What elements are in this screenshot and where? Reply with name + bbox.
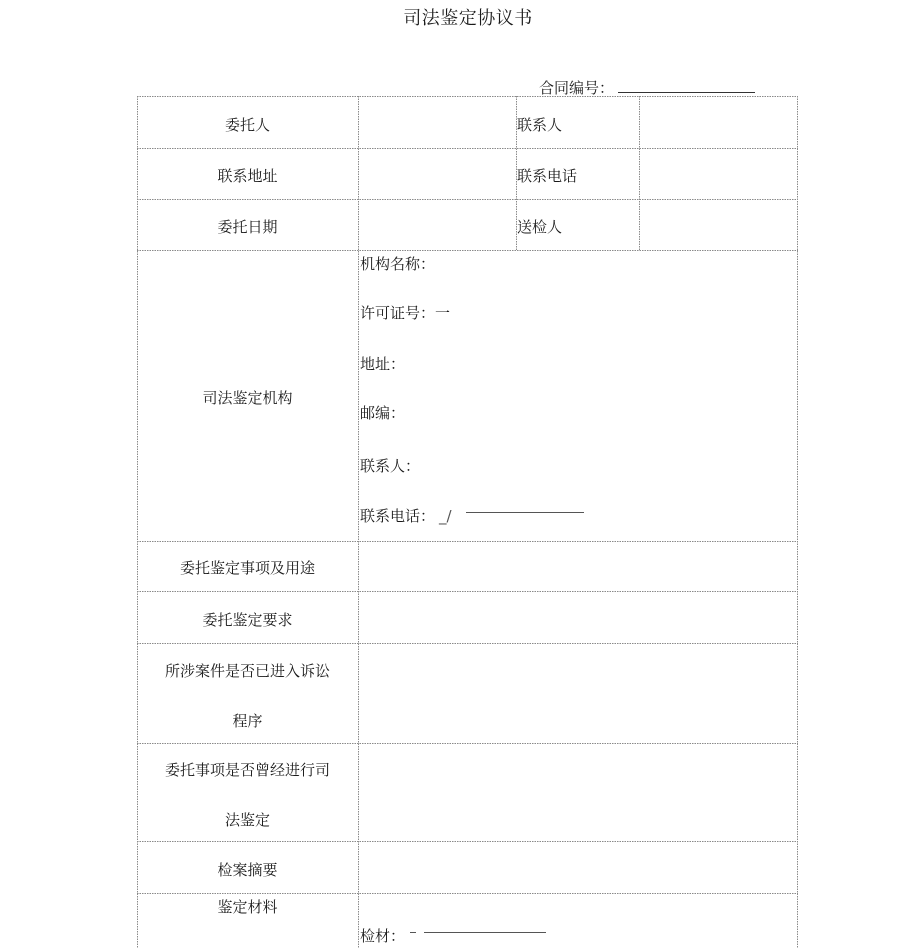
prior-appraisal-label-line1: 委托事项是否曾经进行司 (164, 761, 330, 779)
institution-phone-line (360, 505, 452, 526)
contact-person-label: 联系人 (517, 116, 563, 134)
materials-label: 鉴定材料 (217, 898, 278, 916)
contract-number-field[interactable] (539, 77, 755, 98)
matters-and-purpose-label: 委托鉴定事项及用途 (179, 559, 315, 577)
submitter-label: 送检人 (517, 218, 563, 236)
institution-phone-blank[interactable] (466, 512, 584, 513)
sample-material-blank[interactable] (424, 932, 546, 933)
institution-address-label: 地址： (360, 355, 406, 373)
institution-name-label: 机构名称： (360, 255, 436, 273)
license-number-label: 许可证号：一 (360, 304, 451, 322)
contract-number-label: 合同编号： (539, 79, 615, 97)
institution-contact-label: 联系人： (360, 457, 421, 475)
commission-date-label: 委托日期 (217, 218, 278, 236)
contact-phone-label: 联系电话 (517, 167, 578, 185)
sample-material-label: 检材： (360, 927, 406, 945)
contract-number-blank[interactable] (618, 78, 755, 93)
case-summary-label: 检案摘要 (217, 861, 278, 879)
prior-appraisal-label-line2: 法鉴定 (224, 811, 270, 829)
contact-address-label: 联系地址 (217, 167, 278, 185)
document-title: 司法鉴定协议书 (403, 8, 533, 29)
appraisal-institution-label: 司法鉴定机构 (202, 389, 293, 407)
sample-dash-short (410, 932, 416, 933)
requirements-label: 委托鉴定要求 (202, 611, 293, 629)
litigation-label-line1: 所涉案件是否已进入诉讼 (164, 662, 330, 680)
client-label: 委托人 (224, 116, 270, 134)
institution-phone-label: 联系电话： (360, 507, 436, 525)
phone-mark: _/ (439, 507, 452, 525)
litigation-label-line2: 程序 (232, 712, 263, 730)
postcode-label: 邮编： (360, 404, 406, 422)
